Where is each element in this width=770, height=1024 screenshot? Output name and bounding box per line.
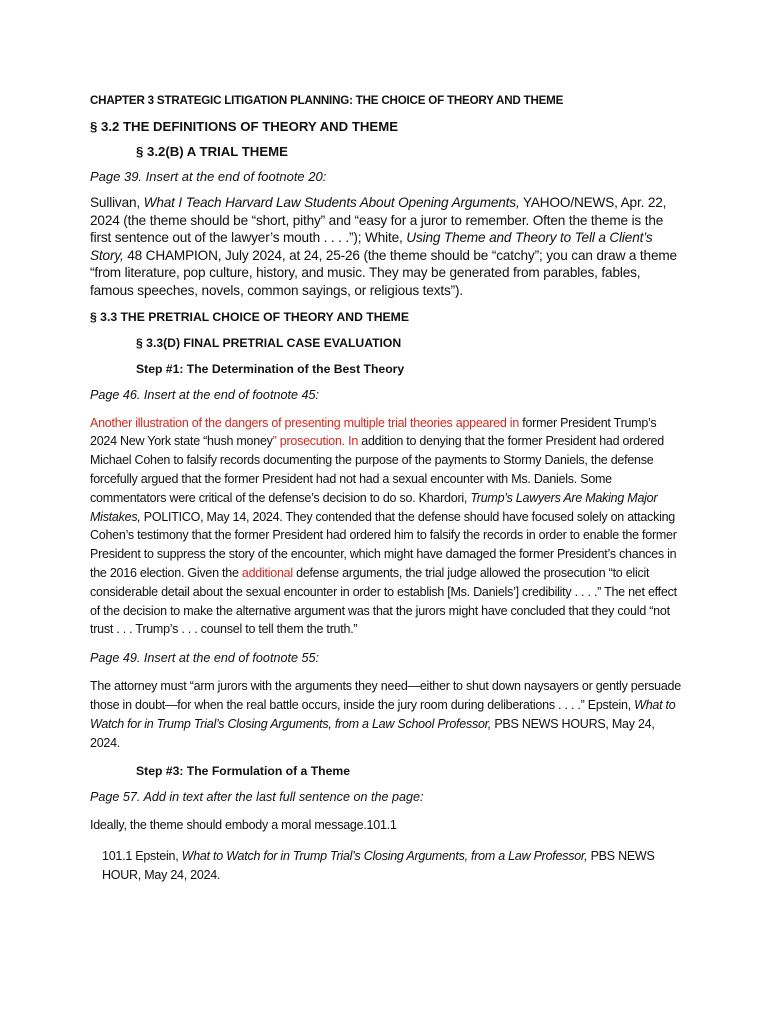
chapter-title: CHAPTER 3 STRATEGIC LITIGATION PLANNING: THE CHOICE OF THEORY AND THEME bbox=[90, 94, 564, 107]
sullivan-paragraph: Sullivan, What I Teach Harvard Law Students About Opening Arguments, YAHOO/NEWS, Apr. 22, 2024 (the theme should be “short, pithy” and “easy for a juror to remember. Often the theme is the first sentence out of the lawyer’s mouth . . . .”); White, Using Theme and Theory to Tell a Client’s Story, 48 CHAMPION, July 2024, at 24, 25-26 (the theme should be “catchy”; you can draw a theme “from literature, pop culture, history, and music. They may be generated from parables, fables, famous speeches, novels, common sayings, or religious texts”). bbox=[90, 195, 677, 298]
trump-theories-paragraph: Another illustration of the dangers of presenting multiple trial theories appeared in former President Trump’s 2024 New York state “hush money” prosecution. In addition to denying that the former President had ordered Michael Cohen to falsify records documenting the purpose of the payments to Stormy Daniels, the defense forcefully argued that the former President had not had a sexual encounter with Ms. Daniels. Some commentators were critical of the defense’s decision to do so. Khardori, Trump’s Lawyers Are Making Major Mistakes, POLITICO, May 14, 2024. They contended that the defense should have focused solely on attacking Cohen’s testimony that the former President had ordered him to falsify the records in order to enable the former President to suppress the story of the encounter, which might have damaged the former President’s chances in the 2016 election. Given the additional defense arguments, the trial judge allowed the prosecution “to elicit considerable detail about the sexual encounter in order to establish [Ms. Daniels’] credibility . . . .” The net effect of the decision to make the alternative argument was that the jurors might have concluded that they could “not trust . . . Trump’s . . . counsel to tell them the truth.” bbox=[90, 415, 677, 637]
section-3-3-d-heading: § 3.3(D) FINAL PRETRIAL CASE EVALUATION bbox=[136, 335, 402, 350]
section-3-2-heading: § 3.2 THE DEFINITIONS OF THEORY AND THEME bbox=[90, 119, 398, 134]
page-39-note: Page 39. Insert at the end of footnote 20: bbox=[90, 169, 327, 184]
step-3-heading: Step #3: The Formulation of a Theme bbox=[136, 764, 350, 779]
step-1-heading: Step #1: The Determination of the Best Theory bbox=[136, 361, 405, 376]
attorney-paragraph: The attorney must “arm jurors with the arguments they need—either to shut down naysayers or gently persuade those in doubt—for when the real battle occurs, inside the jury room during deliberations . . . .” Epstein, What to Watch for in Trump Trial’s Closing Arguments, from a Law School Professor, PBS NEWS HOURS, May 24, 2024. bbox=[90, 679, 681, 750]
section-3-2-b-heading: § 3.2(B) A TRIAL THEME bbox=[136, 144, 288, 159]
page-49-note: Page 49. Insert at the end of footnote 55: bbox=[90, 651, 319, 666]
page-57-note: Page 57. Add in text after the last full sentence on the page: bbox=[90, 790, 424, 805]
footnote-101-1: 101.1 Epstein, What to Watch for in Trump Trial’s Closing Arguments, from a Law Professor, PBS NEWS HOUR, May 24, 2024. bbox=[102, 849, 655, 882]
document-page bbox=[90, 94, 686, 885]
moral-message-paragraph: Ideally, the theme should embody a moral message.101.1 bbox=[90, 818, 397, 833]
section-3-3-heading: § 3.3 THE PRETRIAL CHOICE OF THEORY AND THEME bbox=[90, 309, 409, 324]
page-46-note: Page 46. Insert at the end of footnote 45: bbox=[90, 387, 319, 402]
